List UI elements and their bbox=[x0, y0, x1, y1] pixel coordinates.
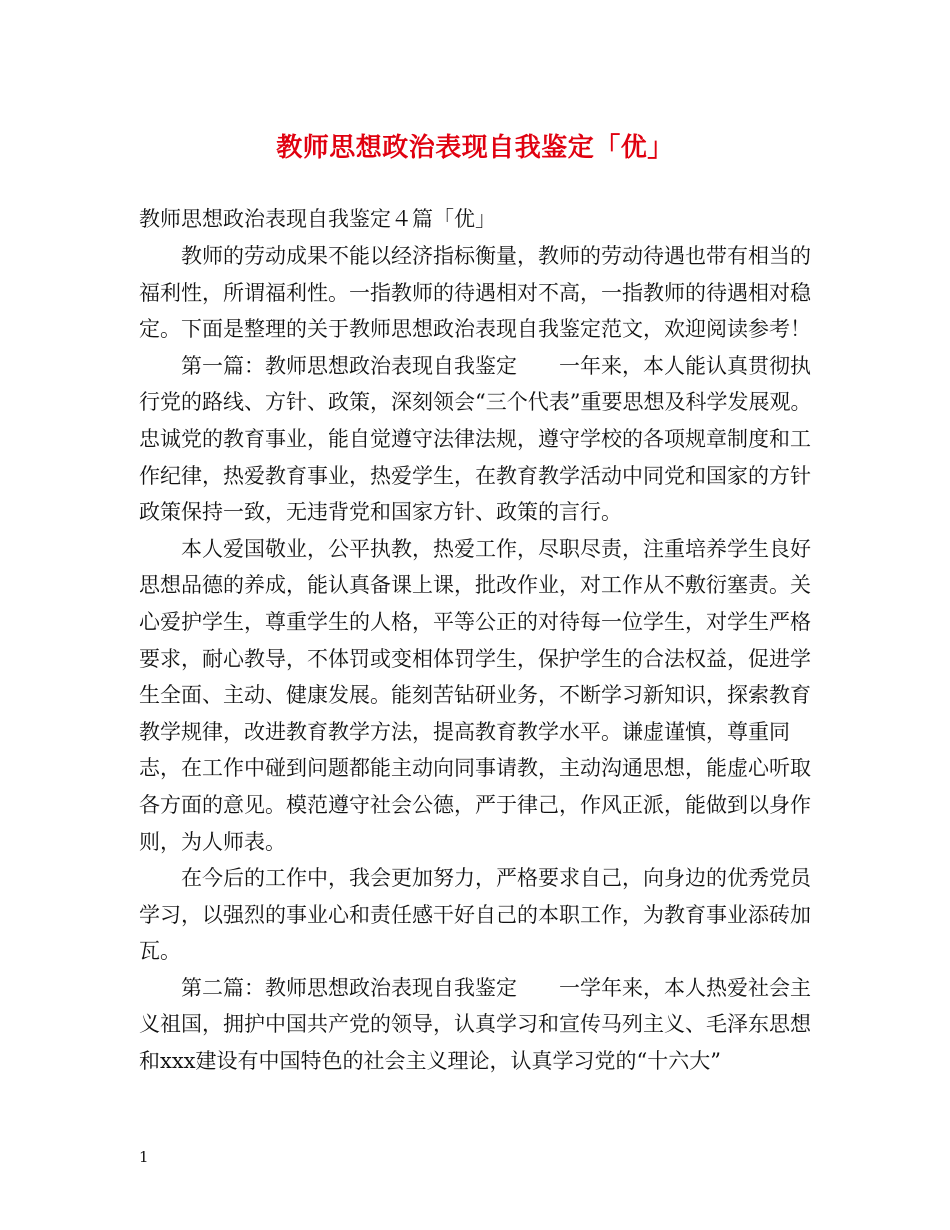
paragraph-conduct: 本人爱国敬业，公平执教，热爱工作，尽职尽责，注重培养学生良好思想品德的养成，能认真备课上课，批改作业，对工作从不敷衍塞责。关心爱护学生，尊重学生的人格，平等公正的对待每一位学生，对学生严格要求，耐心教导，不体罚或变相体罚学生，保护学生的合法权益，促进学生全面、主动、健康发展。能刻苦钻研业务，不断学习新知识，探索教育教学规律，改进教育教学方法，提高教育教学水平。谦虚谨慎，尊重同志，在工作中碰到问题都能主动向同事请教，主动沟通思想，能虚心听取各方面的意见。模范遵守社会公德，严于律己，作风正派，能做到以身作则，为人师表。 bbox=[139, 536, 811, 854]
paragraph-future: 在今后的工作中，我会更加努力，严格要求自己，向身边的优秀党员学习，以强烈的事业心和责任感干好自己的本职工作，为教育事业添砖加瓦。 bbox=[139, 866, 811, 964]
paragraph-part-one: 第一篇：教师思想政治表现自我鉴定 一年来，本人能认真贯彻执行党的路线、方针、政策，深刻领会“三个代表”重要思想及科学发展观。忠诚党的教育事业，能自觉遵守法律法规，遵守学校的各项规章制度和工作纪律，热爱教育事业，热爱学生，在教育教学活动中同党和国家的方针政策保持一致，无违背党和国家方针、政策的言行。 bbox=[139, 353, 812, 525]
document-title: 教师思想政治表现自我鉴定「优」 bbox=[276, 133, 674, 163]
page-number: 1 bbox=[139, 1148, 149, 1166]
paragraph-intro: 教师的劳动成果不能以经济指标衡量，教师的劳动待遇也带有相当的福利性，所谓福利性。一指教师的待遇相对不高，一指教师的待遇相对稳定。下面是整理的关于教师思想政治表现自我鉴定范文，欢迎阅读参考！ bbox=[139, 244, 811, 342]
document-body bbox=[139, 238, 815, 1080]
paragraph-part-two: 第二篇：教师思想政治表现自我鉴定 一学年来，本人热爱社会主义祖国，拥护中国共产党的领导，认真学习和宣传马列主义、毛泽东思想和xxx建设有中国特色的社会主义理论，认真学习党的“十六大” bbox=[139, 975, 811, 1074]
document-subtitle: 教师思想政治表现自我鉴定４篇「优」 bbox=[139, 207, 496, 231]
